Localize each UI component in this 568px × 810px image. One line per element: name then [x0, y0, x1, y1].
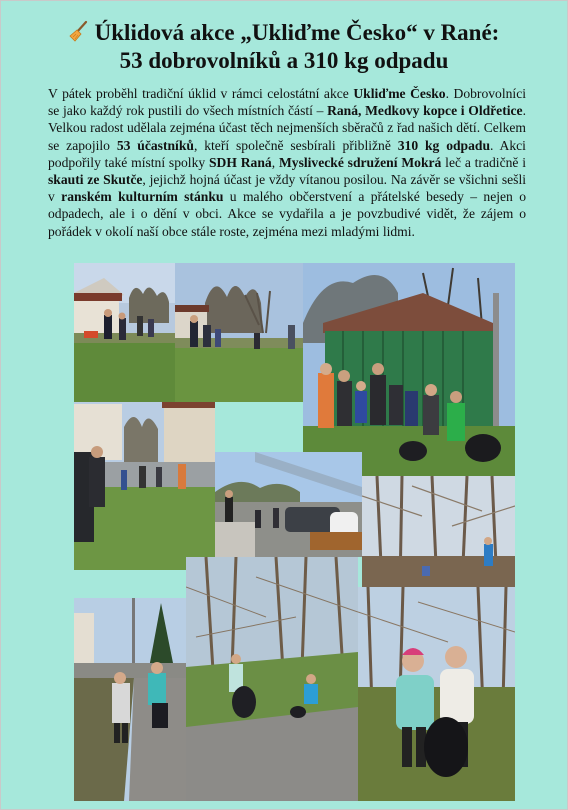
body-text-segment: , jejichž hojná účast je vždy vítanou posilou. Na závěr se všichni sešli v	[48, 172, 527, 205]
photo-street-group	[175, 263, 303, 402]
body-bold-segment: skauti ze Skutče	[48, 172, 143, 188]
body-text-segment: , kteří společně sesbírali přibližně	[193, 137, 398, 153]
photo-woods-path	[186, 557, 358, 801]
body-bold-segment: 53 účastníků	[116, 137, 194, 153]
article-title	[1, 19, 567, 75]
body-text-segment: V pátek proběhl tradiční úklid v rámci celostátní akce	[48, 86, 354, 101]
body-bold-segment: Ukliďme Česko	[353, 86, 446, 101]
photo-parking-lot	[215, 452, 362, 557]
broom-icon	[69, 20, 89, 42]
body-text-segment: u malého občerstvení a přátelské besedy – nejen o odpadech, ale i o dění v obci. Akce se vydařila a je povzbudivé vidět, že zájem o pořádek v okolí naší obce stále roste, zejména mezi mladými lidmi.	[48, 189, 526, 239]
body-bold-segment: 310 kg odpadu	[397, 137, 491, 153]
body-bold-segment: Myslivecké sdružení Mokrá	[278, 154, 442, 170]
body-bold-segment: Raná, Medkovy kopce i Oldřetice	[327, 103, 523, 119]
body-bold-segment: SDH Raná	[208, 154, 272, 170]
title-line-1-text: Úklidová akce „Ukliďme Česko“ v Rané:	[94, 20, 500, 45]
photo-yard-volunteers	[74, 263, 175, 402]
photo-roadside-kids	[74, 598, 186, 801]
body-text-segment: leč a tradičně i	[441, 154, 527, 170]
body-text-segment: . Akci podpořily také místní spolky	[48, 137, 526, 170]
photo-two-girls-bags	[358, 587, 515, 801]
photo-forest-picker	[362, 476, 515, 587]
title-line-1	[1, 19, 567, 47]
title-line-2: 53 dobrovolníků a 310 kg odpadu	[119, 48, 449, 73]
body-text-segment: . Dobrovolníci se jako každý rok pustili do všech místních částí –	[48, 86, 527, 119]
body-bold-segment: ranském kulturním stánku	[61, 189, 224, 205]
photo-village-street	[74, 402, 215, 570]
photo-group-shed	[303, 263, 515, 476]
body-text-segment: ,	[271, 154, 279, 170]
article-body	[48, 85, 526, 240]
body-text-segment: . Velkou radost udělala zejména účast těch nejmenších sběračů z řad našich dětí. Celkem se zapojilo	[48, 103, 526, 153]
